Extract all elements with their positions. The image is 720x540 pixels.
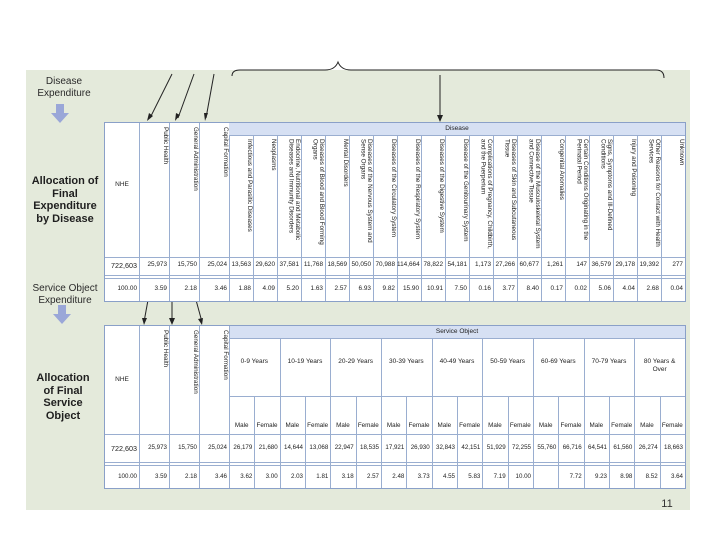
service-value-cell: 22,947 — [334, 444, 354, 451]
disease-column-header: Other Reasons for Contact with Health Services — [647, 139, 661, 247]
disease-value-cell: 60,677 — [519, 261, 539, 268]
service-percent-cell: 10.00 — [515, 473, 531, 480]
service-percent-cell: 8.98 — [620, 473, 633, 480]
disease-percent-cell: 7.50 — [454, 285, 467, 292]
grid-line — [105, 275, 685, 276]
disease-value-cell: 722,603 — [111, 261, 137, 270]
grid-line — [199, 123, 200, 301]
grid-line — [253, 135, 254, 301]
male-subheader: Male — [336, 422, 350, 429]
service-value-cell: 722,603 — [111, 444, 137, 453]
grid-line — [229, 135, 230, 301]
grid-line — [432, 338, 433, 488]
disease-value-cell: 27,266 — [495, 261, 515, 268]
service-value-cell: 25,973 — [148, 444, 167, 451]
disease-value-cell: 29,620 — [255, 261, 275, 268]
grid-line — [637, 135, 638, 301]
disease-percent-cell: 0.02 — [574, 285, 587, 292]
service-value-cell: 32,843 — [436, 444, 455, 451]
disease-value-cell: 29,178 — [615, 261, 635, 268]
disease-column-header: Diseases of the Circulatory System — [390, 139, 397, 237]
disease-column-header: Diseases of the Respiratory System — [414, 139, 421, 240]
disease-percent-cell: 1.88 — [238, 285, 251, 292]
disease-column-header: Disease of the Genitourinary System — [462, 139, 469, 242]
grid-line — [330, 338, 331, 488]
service-percent-cell: 2.03 — [290, 473, 303, 480]
disease-value-cell: 78,822 — [423, 261, 443, 268]
grid-line — [105, 434, 685, 435]
disease-percent-cell: 2.18 — [184, 285, 197, 292]
disease-column-header: Capital Formation — [222, 127, 229, 177]
disease-percent-cell: 0.16 — [478, 285, 491, 292]
female-subheader: Female — [611, 422, 633, 429]
service-percent-cell: 3.64 — [670, 473, 683, 480]
grid-line — [169, 123, 170, 301]
grid-line — [229, 338, 685, 339]
disease-column-header: Injury and Poisoning — [630, 139, 637, 197]
service-column-header: General Administration — [192, 330, 199, 394]
female-subheader: Female — [661, 422, 683, 429]
service-value-cell: 66,716 — [562, 444, 582, 451]
service-value-cell: 26,179 — [233, 444, 253, 451]
service-percent-cell: 8.52 — [645, 473, 658, 480]
service-value-cell: 21,680 — [258, 444, 278, 451]
disease-column-header: General Administration — [192, 127, 199, 191]
disease-column-header: Certain Conditions Originating in the Perinatal Period — [575, 139, 589, 241]
disease-value-cell: 50,050 — [351, 261, 371, 268]
service-percent-cell: 3.18 — [341, 473, 354, 480]
disease-percent-cell: 2.57 — [334, 285, 347, 292]
disease-value-cell: 15,750 — [177, 261, 197, 268]
disease-value-cell: 147 — [576, 261, 587, 268]
age-group-header: 30-39 Years — [388, 358, 424, 365]
disease-value-cell: 18,569 — [327, 261, 347, 268]
disease-expenditure-label: Disease Expenditure — [37, 76, 91, 99]
service-value-cell: 26,274 — [638, 444, 658, 451]
grid-line — [105, 257, 685, 258]
male-subheader: Male — [589, 422, 604, 429]
grid-line — [482, 338, 483, 488]
female-subheader: Female — [560, 422, 582, 429]
service-value-cell: 18,535 — [360, 444, 379, 451]
service-percent-cell: 3.00 — [265, 473, 278, 480]
female-subheader: Female — [509, 422, 531, 429]
service-value-cell: 17,921 — [385, 444, 405, 451]
service-percent-cell: 5.83 — [468, 473, 481, 480]
disease-value-cell: 25,973 — [147, 261, 167, 268]
service-value-cell: 61,560 — [613, 444, 633, 451]
service-percent-cell: 3.59 — [154, 473, 167, 480]
male-subheader: Male — [437, 422, 452, 429]
grid-line — [325, 135, 326, 301]
service-value-cell: 25,024 — [208, 444, 227, 451]
grid-line — [493, 135, 494, 301]
disease-value-cell: 1,261 — [547, 261, 563, 268]
grid-line — [661, 135, 662, 301]
service-value-cell: 26,930 — [410, 444, 430, 451]
grid-line — [421, 135, 422, 301]
female-subheader: Female — [408, 422, 430, 429]
disease-percent-cell: 100.00 — [117, 285, 137, 292]
service-percent-cell: 7.19 — [493, 473, 506, 480]
grid-line — [349, 135, 350, 301]
service-value-cell: 72,255 — [512, 444, 531, 451]
disease-column-header: Complications of Pregnancy, Childbirth, and the Puerperium — [479, 139, 493, 249]
disease-value-cell: 70,988 — [375, 261, 395, 268]
service-percent-cell: 100.00 — [118, 473, 137, 480]
service-value-cell: 15,750 — [178, 444, 197, 451]
disease-value-cell: 36,579 — [591, 261, 611, 268]
male-subheader: Male — [640, 422, 654, 429]
female-subheader: Female — [307, 422, 329, 429]
grid-line — [229, 326, 230, 488]
grid-line — [613, 135, 614, 301]
male-subheader: Male — [538, 422, 553, 429]
grid-line — [229, 135, 685, 136]
service-percent-cell: 2.48 — [392, 473, 405, 480]
grid-line — [105, 462, 685, 463]
grid-line — [445, 135, 446, 301]
service-percent-cell: 3.73 — [417, 473, 430, 480]
disease-value-cell: 37,581 — [279, 261, 299, 268]
service-percent-cell: 7.72 — [569, 473, 582, 480]
disease-column-header: Mental Disorders — [342, 139, 349, 187]
disease-value-cell: 277 — [672, 261, 683, 268]
service-percent-cell: 2.18 — [184, 473, 197, 480]
disease-percent-cell: 9.82 — [382, 285, 395, 292]
grid-line — [565, 135, 566, 301]
disease-column-header: Diseases of the Digestive System — [438, 139, 445, 233]
grid-line — [533, 338, 534, 488]
age-group-header: 0-9 Years — [240, 358, 269, 365]
service-percent-cell: 9.23 — [594, 473, 607, 480]
service-percent-cell: 1.81 — [316, 473, 329, 480]
disease-percent-cell: 2.68 — [646, 285, 659, 292]
grid-line — [381, 338, 382, 488]
grid-line — [397, 135, 398, 301]
grid-line — [584, 338, 585, 488]
grid-line — [105, 278, 685, 279]
age-group-header: 60-69 Years — [540, 358, 576, 365]
age-group-header: 70-79 Years — [591, 358, 627, 365]
page-number: 11 — [661, 498, 673, 510]
disease-value-cell: 54,181 — [447, 261, 467, 268]
nhe-label: NHE — [115, 376, 129, 383]
male-subheader: Male — [386, 422, 401, 429]
disease-allocation-table — [104, 122, 686, 302]
disease-percent-cell: 1.63 — [310, 285, 323, 292]
age-group-header: 20-29 Years — [338, 358, 373, 365]
grid-line — [373, 135, 374, 301]
disease-value-cell: 13,563 — [231, 261, 251, 268]
grid-line — [199, 326, 200, 488]
disease-percent-cell: 4.09 — [262, 285, 275, 292]
female-subheader: Female — [459, 422, 481, 429]
service-column-header: Public Health — [162, 330, 169, 368]
grid-line — [517, 135, 518, 301]
disease-column-header: Disease of the Musculoskeletal System and Connective Tissue — [527, 139, 541, 249]
grid-line — [280, 338, 281, 488]
age-group-header: 50-59 Years — [490, 358, 525, 365]
disease-side-label: Allocation of Final Expenditure by Disease — [31, 175, 99, 225]
male-subheader: Male — [234, 422, 249, 429]
service-column-header: Capital Formation — [222, 330, 229, 380]
disease-column-header: Endocrine, Nutritional and Metabolic Diseases and Immunity Disorders — [287, 139, 301, 241]
disease-column-header: Neoplasms — [270, 139, 277, 171]
disease-value-cell: 1,173 — [475, 261, 491, 268]
service-side-label: Allocation of Final Service Object — [36, 372, 90, 422]
disease-percent-cell: 3.59 — [154, 285, 167, 292]
disease-column-header: Diseases of the Nervous System and Sense Organs — [359, 139, 373, 243]
disease-section-title: Disease — [445, 125, 469, 132]
disease-percent-cell: 10.91 — [427, 285, 443, 292]
service-percent-cell: 4.55 — [442, 473, 455, 480]
disease-column-header: Public Health — [162, 127, 169, 165]
disease-percent-cell: 4.04 — [622, 285, 635, 292]
age-group-header: 40-49 Years — [439, 358, 475, 365]
male-subheader: Male — [285, 422, 300, 429]
age-group-header: 80 Years & Over — [643, 358, 676, 373]
grid-line — [634, 338, 635, 488]
disease-value-cell: 25,024 — [207, 261, 227, 268]
female-subheader: Female — [357, 422, 379, 429]
grid-line — [105, 465, 685, 466]
disease-value-cell: 114,664 — [397, 261, 420, 268]
disease-percent-cell: 15.90 — [403, 285, 419, 292]
disease-percent-cell: 6.93 — [358, 285, 371, 292]
service-section-title: Service Object — [435, 328, 479, 335]
service-value-cell: 51,929 — [486, 444, 506, 451]
disease-percent-cell: 0.04 — [670, 285, 683, 292]
disease-percent-cell: 5.20 — [286, 285, 299, 292]
grid-line — [277, 135, 278, 301]
disease-percent-cell: 3.77 — [502, 285, 515, 292]
grid-line — [169, 326, 170, 488]
service-value-cell: 18,663 — [664, 444, 683, 451]
service-percent-cell: 3.62 — [240, 473, 253, 480]
female-subheader: Female — [256, 422, 278, 429]
disease-percent-cell: 8.40 — [526, 285, 539, 292]
age-group-header: 10-19 Years — [287, 358, 323, 365]
service-value-cell: 42,151 — [461, 444, 481, 451]
service-object-allocation-table — [104, 325, 686, 489]
disease-percent-cell: 3.46 — [214, 285, 227, 292]
service-value-cell: 13,068 — [309, 444, 329, 451]
disease-column-header: Diseases of Blood and Blood Forming Organs — [311, 139, 325, 245]
service-value-cell: 14,644 — [284, 444, 303, 451]
service-object-expenditure-label: Service Object Expenditure — [32, 283, 98, 306]
grid-line — [589, 135, 590, 301]
disease-percent-cell: 0.17 — [550, 285, 563, 292]
grid-line — [139, 326, 140, 488]
grid-line — [541, 135, 542, 301]
service-percent-cell: 2.57 — [366, 473, 379, 480]
disease-value-cell: 11,768 — [303, 261, 323, 268]
nhe-label: NHE — [115, 181, 129, 188]
service-value-cell: 55,760 — [537, 444, 557, 451]
disease-column-header: Congenital Anomalies — [558, 139, 565, 200]
grid-line — [301, 135, 302, 301]
disease-column-header: Infectious and Parasitic Diseases — [246, 139, 253, 232]
disease-column-header: Diseases of Skin and Subcutaneous Tissue — [503, 139, 517, 241]
service-value-cell: 64,541 — [588, 444, 607, 451]
disease-percent-cell: 5.06 — [598, 285, 611, 292]
disease-column-header: Unknown — [678, 139, 685, 166]
disease-value-cell: 19,392 — [639, 261, 659, 268]
male-subheader: Male — [488, 422, 502, 429]
service-percent-cell: 3.46 — [214, 473, 227, 480]
grid-line — [469, 135, 470, 301]
disease-column-header: Signs, Symptoms and Ill-Defined Conditions — [599, 139, 613, 231]
grid-line — [139, 123, 140, 301]
